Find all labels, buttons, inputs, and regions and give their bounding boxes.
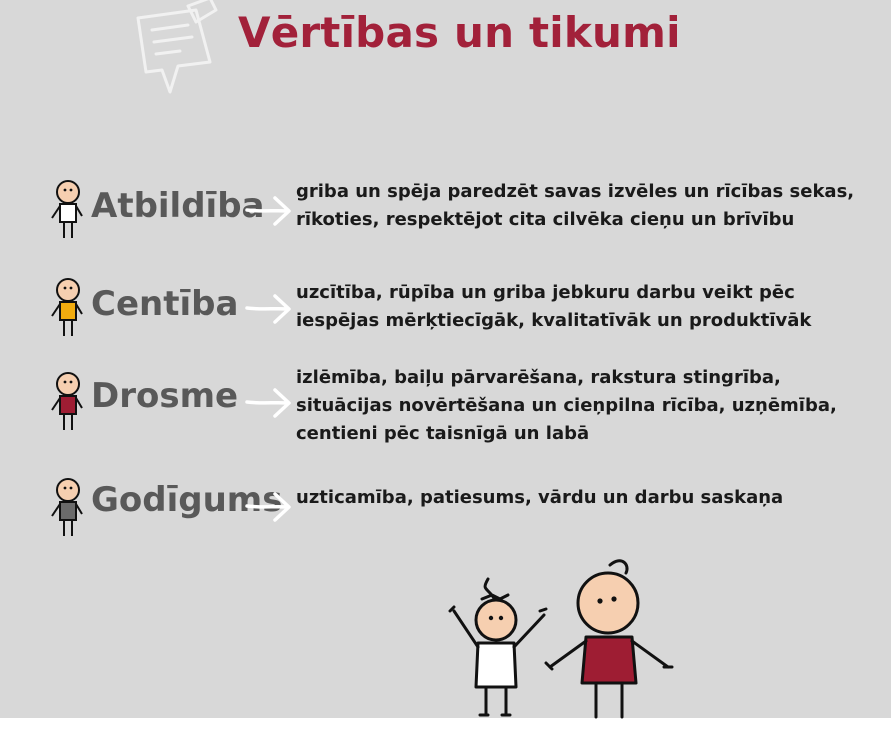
stick-figure-icon <box>46 178 90 240</box>
arrow-right-icon <box>245 288 293 328</box>
arrow-right-icon <box>245 382 293 422</box>
value-definition: griba un spēja paredzēt savas izvēles un rīcības sekas, rīkoties, respektējot cita cilvēka cieņu un brīvību <box>296 181 855 230</box>
stick-figure-icon <box>46 370 90 432</box>
notebook-pencil-icon <box>118 0 228 100</box>
value-term: Godīgums <box>91 480 283 520</box>
value-definition: izlēmība, baiļu pārvarēšana, rakstura stingrība, situācijas novērtēšana un cieņpilna rīcība, uzņēmība, centieni pēc taisnīgā un labā <box>296 367 837 444</box>
stick-figure-icon <box>46 276 90 338</box>
two-kids-illustration <box>440 555 680 720</box>
value-term: Drosme <box>91 376 239 416</box>
value-definition: uzticamība, patiesums, vārdu un darbu saskaņa <box>296 487 784 508</box>
page-title: Vērtības un tikumi <box>238 8 681 57</box>
value-term: Centība <box>91 284 239 324</box>
arrow-right-icon <box>245 486 293 526</box>
stick-figure-icon <box>46 476 90 538</box>
value-definition: uzcītība, rūpība un griba jebkuru darbu veikt pēc iespējas mērķtiecīgāk, kvalitatīvāk un produktīvāk <box>296 282 812 331</box>
shirt <box>60 204 76 222</box>
arrow-right-icon <box>245 190 293 230</box>
value-term: Atbildība <box>91 186 265 226</box>
